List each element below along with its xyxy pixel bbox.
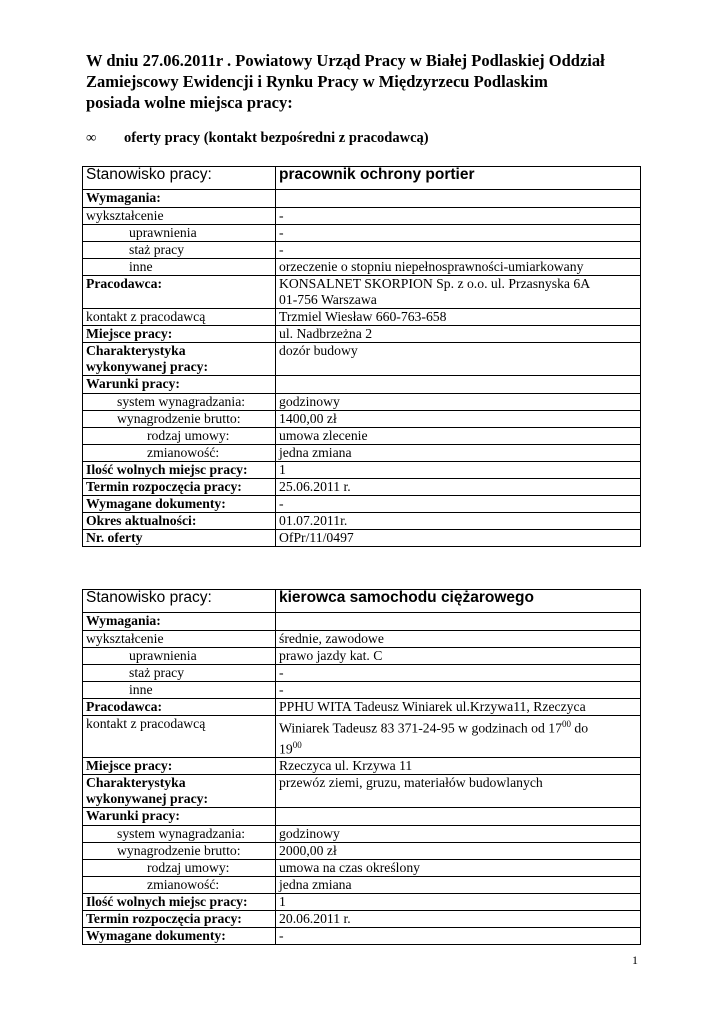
table-row (83, 208, 641, 225)
vacancies-value: 1 (276, 462, 641, 479)
table-row (83, 631, 641, 648)
documents-label: Wymagane dokumenty: (83, 496, 276, 513)
heading-line-1: W dniu 27.06.2011r . Powiatowy Urząd Pracy w Białej Podlaskiej Oddział (86, 51, 605, 70)
contract-type-value: umowa zlecenie (276, 428, 641, 445)
table-row (83, 860, 641, 877)
job-description-value: przewóz ziemi, gruzu, materiałów budowlanych (276, 775, 641, 808)
validity-value: 01.07.2011r. (276, 513, 641, 530)
requirements-label: Wymagania: (83, 190, 276, 208)
pay-system-value: godzinowy (276, 394, 641, 411)
gross-salary-label: wynagrodzenie brutto: (83, 411, 276, 428)
table-row (83, 775, 641, 808)
documents-value: - (276, 496, 641, 513)
employer-label: Pracodawca: (83, 699, 276, 716)
licenses-label: uprawnienia (83, 225, 276, 242)
table-row (83, 190, 641, 208)
page-number: 1 (632, 953, 638, 967)
shifts-value: jedna zmiana (276, 445, 641, 462)
table-row (83, 309, 641, 326)
education-value: średnie, zawodowe (276, 631, 641, 648)
job-description-label: Charakterystyka wykonywanej pracy: (83, 775, 276, 808)
table-row (83, 590, 641, 613)
pay-system-value: godzinowy (276, 826, 641, 843)
licenses-value: - (276, 225, 641, 242)
conditions-label: Warunki pracy: (83, 376, 276, 394)
gross-salary-value: 1400,00 zł (276, 411, 641, 428)
shifts-label: zmianowość: (83, 445, 276, 462)
bullet-text: oferty pracy (kontakt bezpośredni z pracodawcą) (124, 130, 429, 146)
contact-value: Trzmiel Wiesław 660-763-658 (276, 309, 641, 326)
contact-label: kontakt z pracodawcą (83, 309, 276, 326)
table-row (83, 843, 641, 860)
table-row (83, 462, 641, 479)
heading-line-3: posiada wolne miejsca pracy: (86, 93, 293, 112)
position-value: kierowca samochodu ciężarowego (276, 590, 641, 613)
table-row (83, 343, 641, 376)
workplace-label: Miejsce pracy: (83, 326, 276, 343)
table-row (83, 259, 641, 276)
document-heading (86, 50, 666, 113)
workplace-value: ul. Nadbrzeżna 2 (276, 326, 641, 343)
conditions-label: Warunki pracy: (83, 808, 276, 826)
employer-label: Pracodawca: (83, 276, 276, 309)
table-row (83, 496, 641, 513)
offers-bullet (86, 130, 429, 147)
shifts-label: zmianowość: (83, 877, 276, 894)
table-row (83, 826, 641, 843)
table-row (83, 530, 641, 547)
infinity-bullet-icon: ∞ (86, 130, 97, 146)
table-row (83, 225, 641, 242)
table-row (83, 699, 641, 716)
table-row (83, 682, 641, 699)
table-row (83, 376, 641, 394)
table-row (83, 326, 641, 343)
job-description-value: dozór budowy (276, 343, 641, 376)
start-date-label: Termin rozpoczęcia pracy: (83, 479, 276, 496)
other-label: inne (83, 259, 276, 276)
position-label: Stanowisko pracy: (83, 590, 276, 613)
gross-salary-value: 2000,00 zł (276, 843, 641, 860)
education-label: wykształcenie (83, 208, 276, 225)
education-value: - (276, 208, 641, 225)
table-row (83, 665, 641, 682)
workplace-value: Rzeczyca ul. Krzywa 11 (276, 758, 641, 775)
vacancies-label: Ilość wolnych miejsc pracy: (83, 894, 276, 911)
other-label: inne (83, 682, 276, 699)
job-description-label: Charakterystyka wykonywanej pracy: (83, 343, 276, 376)
contract-type-value: umowa na czas określony (276, 860, 641, 877)
experience-value: - (276, 242, 641, 259)
shifts-value: jedna zmiana (276, 877, 641, 894)
contact-label: kontakt z pracodawcą (83, 716, 276, 758)
table-row (83, 808, 641, 826)
workplace-label: Miejsce pracy: (83, 758, 276, 775)
start-date-label: Termin rozpoczęcia pracy: (83, 911, 276, 928)
offer-number-value: OfPr/11/0497 (276, 530, 641, 547)
position-value: pracownik ochrony portier (276, 167, 641, 190)
table-row (83, 877, 641, 894)
offer-table-1 (82, 166, 641, 547)
contract-type-label: rodzaj umowy: (83, 860, 276, 877)
table-row (83, 716, 641, 758)
table-row (83, 613, 641, 631)
pay-system-label: system wynagradzania: (83, 394, 276, 411)
table-row (83, 648, 641, 665)
offer-number-label: Nr. oferty (83, 530, 276, 547)
experience-value: - (276, 665, 641, 682)
table-row (83, 276, 641, 309)
licenses-label: uprawnienia (83, 648, 276, 665)
gross-salary-label: wynagrodzenie brutto: (83, 843, 276, 860)
table-row (83, 894, 641, 911)
table-row (83, 394, 641, 411)
table-row (83, 928, 641, 945)
requirements-label: Wymagania: (83, 613, 276, 631)
table-row (83, 428, 641, 445)
table-row (83, 758, 641, 775)
table-row (83, 445, 641, 462)
offer-table-2 (82, 589, 641, 945)
table-row (83, 242, 641, 259)
table-row (83, 167, 641, 190)
table-row (83, 513, 641, 530)
documents-label: Wymagane dokumenty: (83, 928, 276, 945)
employer-value: PPHU WITA Tadeusz Winiarek ul.Krzywa11, Rzeczyca (276, 699, 641, 716)
licenses-value: prawo jazdy kat. C (276, 648, 641, 665)
experience-label: staż pracy (83, 242, 276, 259)
position-label: Stanowisko pracy: (83, 167, 276, 190)
table-row (83, 479, 641, 496)
validity-label: Okres aktualności: (83, 513, 276, 530)
education-label: wykształcenie (83, 631, 276, 648)
employer-value: KONSALNET SKORPION Sp. z o.o. ul. Przasnyska 6A 01-756 Warszawa (276, 276, 641, 309)
vacancies-label: Ilość wolnych miejsc pracy: (83, 462, 276, 479)
start-date-value: 25.06.2011 r. (276, 479, 641, 496)
other-value: - (276, 682, 641, 699)
table-row (83, 411, 641, 428)
other-value: orzeczenie o stopniu niepełnosprawności-umiarkowany (276, 259, 641, 276)
start-date-value: 20.06.2011 r. (276, 911, 641, 928)
contract-type-label: rodzaj umowy: (83, 428, 276, 445)
heading-line-2: Zamiejscowy Ewidencji i Rynku Pracy w Międzyrzecu Podlaskim (86, 72, 548, 91)
pay-system-label: system wynagradzania: (83, 826, 276, 843)
vacancies-value: 1 (276, 894, 641, 911)
contact-value: Winiarek Tadeusz 83 371-24-95 w godzinach od $17^{00}$ do $19^{00}$ (276, 716, 641, 758)
experience-label: staż pracy (83, 665, 276, 682)
table-row (83, 911, 641, 928)
documents-value: - (276, 928, 641, 945)
